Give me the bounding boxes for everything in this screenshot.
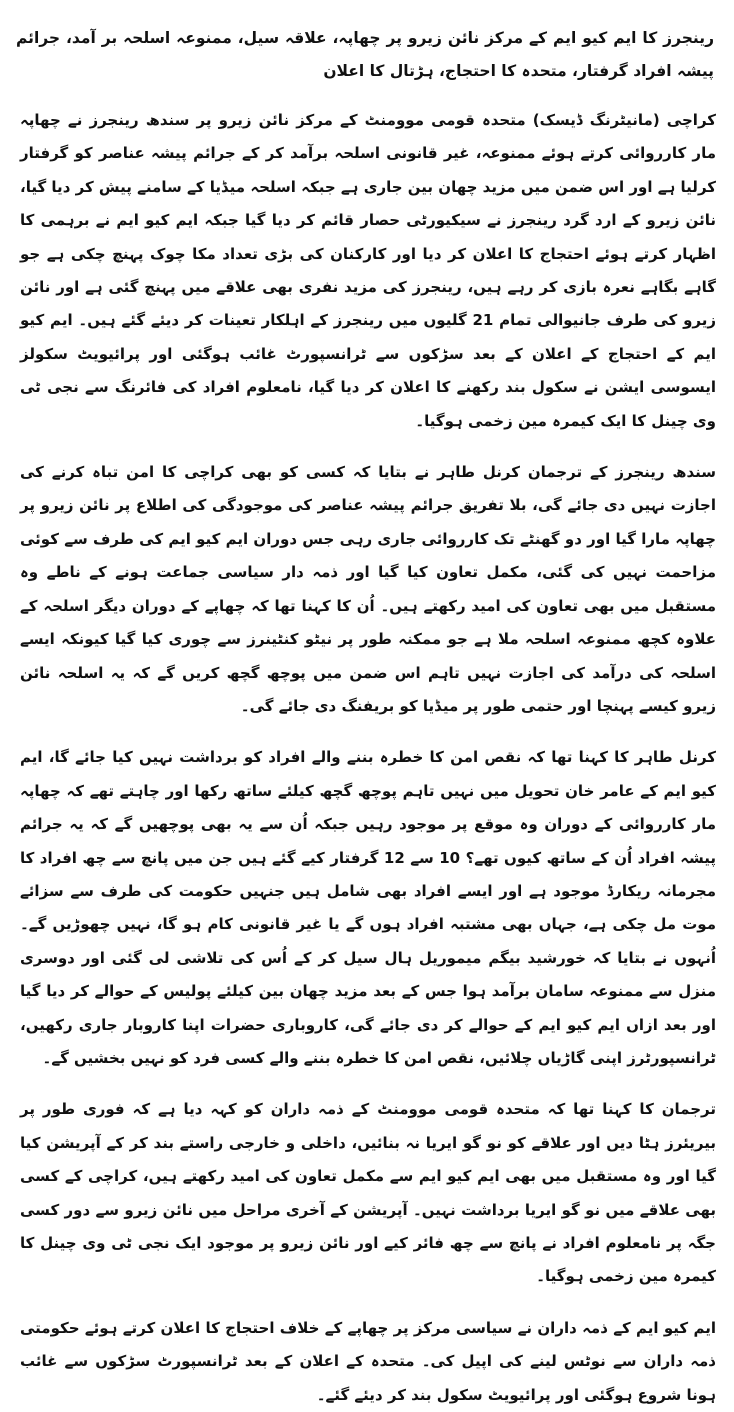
- article-paragraph-3: کرنل طاہر کا کہنا تھا کہ نقص امن کا خطرہ بننے والے افراد کو برداشت نہیں کیا جائے گا، ایم کیو ایم کے عامر خان تحویل میں نہیں تاہم پوچھ گچھ کیلئے ساتھ رکھا اور چاہتے تھے کہ چھاپہ مار کارروائی کے دوران وہ موقع پر موجود رہیں جبکہ اُن سے یہ بھی پوچھیں گے کہ یہ جرائم پیشہ افراد اُن کے ساتھ کیوں تھے؟ 10 سے 12 گرفتار کیے گئے ہیں جن میں پانچ سے چھ افراد کا مجرمانہ ریکارڈ موجود ہے اور ایسے افراد بھی شامل ہیں جنہیں حکومت کی طرف سے سزائے موت مل چکی ہے، جہاں بھی مشتبہ افراد ہوں گے یا غیر قانونی کام ہو گا، نہیں چھوڑیں گے۔ اُنہوں نے بتایا کہ خورشید بیگم میموریل ہال سیل کر کے اُس کی تلاشی لی گئی اور دوسری منزل سے ممنوعہ سامان برآمد ہوا جس کے بعد مزید چھان بین کیلئے پولیس کے حوالے کر دیا گیا اور بعد ازاں ایم کیو ایم کے حوالے کر دی جائے گی، کاروباری حضرات اپنا کاروبار جاری رکھیں، ٹرانسپورٹرز اپنی گاڑیاں چلائیں، نقص امن کا خطرہ بننے والے کسی فرد کو نہیں بخشیں گے۔: [20, 748, 717, 1067]
- article-headline: رینجرز کا ایم کیو ایم کے مرکز نائن زیرو پر چھاپہ، علاقہ سیل، ممنوعہ اسلحہ بر آمد، جرائم پیشہ افراد گرفتار، متحدہ کا احتجاج، ہڑتال کا اعلان: [16, 29, 714, 80]
- article-paragraph-1: کراچی (مانیٹرنگ ڈیسک) متحدہ قومی موومنٹ کے مرکز نائن زیرو پر سندھ رینجرز نے چھاپہ مار کارروائی کرتے ہوئے ممنوعہ، غیر قانونی اسلحہ برآمد کر کے جرائم پیشہ عناصر کو گرفتار کرلیا ہے اور اس ضمن میں مزید چھان بین جاری ہے جبکہ اسلحہ میڈیا کے سامنے پیش کر دیا گیا، نائن زیرو کے ارد گرد رینجرز نے سیکیورٹی حصار قائم کر دیا گیا جبکہ ایم کیو ایم نے برہمی کا اظہار کرتے ہوئے احتجاج کا اعلان کر دیا اور کارکنان کی بڑی تعداد مکا چوک پہنچ چکی ہے جو گاہے بگاہے نعرہ بازی کر رہے ہیں، رینجرز کی مزید نفری بھی علاقے میں پہنچ گئی ہے اور نائن زیرو کی طرف جانیوالی تمام 21 گلیوں میں رینجرز کے اہلکار تعینات کر دیئے گئے ہیں۔ ایم کیو ایم کے احتجاج کے اعلان کے بعد سڑکوں سے ٹرانسپورٹ غائب ہوگئی اور پرائیویٹ سکولز ایسوسی ایشن نے سکول بند رکھنے کا اعلان کر دیا گیا، نامعلوم افراد کی فائرنگ سے نجی ٹی وی چینل کا ایک کیمرہ مین زخمی ہوگیا۔: [20, 111, 716, 430]
- article-paragraph-4: ترجمان کا کہنا تھا کہ متحدہ قومی موومنٹ کے ذمہ داران کو کہہ دیا ہے کہ فوری طور پر بیریئرز ہٹا دیں اور علاقے کو نو گو ایریا نہ بنائیں، داخلی و خارجی راستے بند کر کے آپریشن کیا گیا اور وہ مستقبل میں بھی ایم کیو ایم سے مکمل تعاون کی امید رکھتے ہیں، کراچی کے کسی بھی علاقے میں نو گو ایریا برداشت نہیں۔ آپریشن کے آخری مراحل میں نائن زیرو سے دور کسی جگہ پر نامعلوم افراد نے پانچ سے چھ فائر کیے اور نائن زیرو پر موجود ایک نجی ٹی وی چینل کا کیمرہ مین زخمی ہوگیا۔: [20, 1100, 716, 1286]
- article-paragraph-2: سندھ رینجرز کے ترجمان کرنل طاہر نے بتایا کہ کسی کو بھی کراچی کا امن تباہ کرنے کی اجازت نہیں دی جائے گی، بلا تفریق جرائم پیشہ عناصر کی موجودگی کی اطلاع پر نائن زیرو پر چھاپہ مارا گیا اور دو گھنٹے تک کارروائی جاری رہی جس دوران ایم کیو ایم کی طرف سے کوئی مزاحمت نہیں کی گئی، مکمل تعاون کیا گیا اور ذمہ دار سیاسی جماعت ہونے کے ناطے وہ مستقبل میں بھی تعاون کی امید رکھتے ہیں۔ اُن کا کہنا تھا کہ چھاپے کے دوران دیگر اسلحہ کے علاوہ کچھ ممنوعہ اسلحہ ملا ہے جو ممکنہ طور پر نیٹو کنٹینرز سے چوری کیا گیا کیونکہ ایسے اسلحہ کی درآمد کی اجازت نہیں تاہم اس ضمن میں پوچھ گچھ کریں گے کہ یہ اسلحہ نائن زیرو کیسے پہنچا اور حتمی طور پر میڈیا کو بریفنگ دی جائے گی۔: [20, 463, 716, 715]
- article-paragraph-5: ایم کیو ایم کے ذمہ داران نے سیاسی مرکز پر چھاپے کے خلاف احتجاج کا اعلان کرتے ہوئے حکومتی ذمہ داران سے نوٹس لینے کی اپیل کی۔ متحدہ کے اعلان کے بعد ٹرانسپورٹ سڑکوں سے غائب ہونا شروع ہوگئی اور پرائیویٹ سکول بند کر دیئے گئے۔: [20, 1318, 716, 1404]
